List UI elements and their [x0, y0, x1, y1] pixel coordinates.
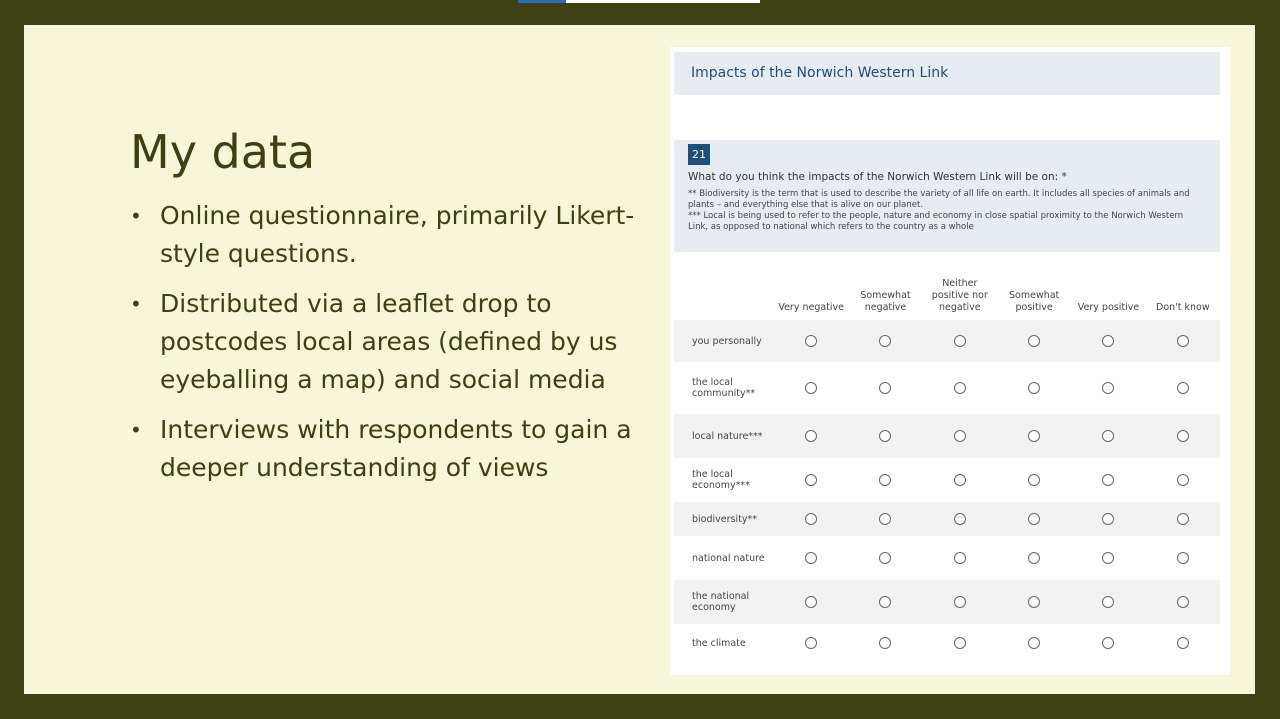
question-text: What do you think the impacts of the Norwich Western Link will be on: * [688, 171, 1067, 183]
bullet-dot-icon: • [130, 204, 142, 228]
window-tab-indicator [518, 0, 760, 3]
radio-button[interactable] [1177, 382, 1189, 394]
radio-button[interactable] [1177, 335, 1189, 347]
radio-cell [1146, 414, 1220, 458]
survey-screenshot [670, 47, 1230, 675]
local-note: *** Local is being used to refer to the people, nature and economy in close spatial proximity to the Norwich Western Link, as opposed to national which refers to the country as a whole [688, 211, 1184, 232]
radio-button[interactable] [1102, 335, 1114, 347]
radio-cell [923, 502, 997, 536]
radio-button[interactable] [1028, 382, 1040, 394]
radio-cell [1146, 580, 1220, 624]
radio-cell [923, 580, 997, 624]
radio-button[interactable] [1028, 474, 1040, 486]
radio-button[interactable] [805, 513, 817, 525]
radio-button[interactable] [1177, 596, 1189, 608]
column-header: Very negative [778, 302, 845, 313]
radio-button[interactable] [879, 430, 891, 442]
radio-button[interactable] [954, 474, 966, 486]
radio-button[interactable] [879, 552, 891, 564]
radio-cell [1071, 624, 1145, 662]
radio-button[interactable] [1028, 552, 1040, 564]
radio-cell [997, 320, 1071, 362]
radio-button[interactable] [954, 637, 966, 649]
column-header: Neither positive nor negative [931, 278, 988, 313]
radio-cell [1071, 458, 1145, 502]
bullet-dot-icon: • [130, 418, 142, 442]
radio-cell [774, 362, 848, 414]
radio-cell [1071, 502, 1145, 536]
radio-button[interactable] [954, 382, 966, 394]
row-label: biodiversity** [674, 502, 774, 536]
radio-cell [848, 580, 922, 624]
question-box [674, 140, 1220, 252]
radio-cell [923, 536, 997, 580]
radio-cell [997, 362, 1071, 414]
bullet-item [130, 411, 650, 487]
row-label: local nature*** [674, 414, 774, 458]
radio-button[interactable] [1102, 382, 1114, 394]
radio-cell [997, 414, 1071, 458]
radio-button[interactable] [1102, 430, 1114, 442]
radio-cell [1071, 362, 1145, 414]
radio-cell [1146, 458, 1220, 502]
radio-button[interactable] [1028, 596, 1040, 608]
slide [24, 25, 1255, 694]
radio-button[interactable] [1177, 474, 1189, 486]
radio-cell [1146, 320, 1220, 362]
radio-button[interactable] [805, 596, 817, 608]
table-row [674, 414, 1220, 458]
radio-cell [1071, 414, 1145, 458]
biodiversity-note: ** Biodiversity is the term that is used to describe the variety of all life on earth. It includes all species of animals and plants – and everything else that is alive on our planet. [688, 189, 1190, 210]
row-label: the local community** [692, 377, 756, 399]
radio-button[interactable] [954, 552, 966, 564]
radio-cell [997, 458, 1071, 502]
grid-header-row [674, 275, 1220, 320]
radio-button[interactable] [879, 335, 891, 347]
radio-cell [1146, 624, 1220, 662]
radio-cell [774, 414, 848, 458]
row-label: you personally [674, 320, 774, 362]
bullet-dot-icon: • [130, 292, 142, 316]
radio-button[interactable] [954, 335, 966, 347]
radio-cell [848, 362, 922, 414]
radio-cell [997, 580, 1071, 624]
radio-cell [1071, 536, 1145, 580]
radio-button[interactable] [879, 637, 891, 649]
radio-cell [997, 536, 1071, 580]
table-row [674, 536, 1220, 580]
radio-button[interactable] [1102, 637, 1114, 649]
radio-cell [1071, 320, 1145, 362]
radio-button[interactable] [954, 596, 966, 608]
radio-cell [1146, 502, 1220, 536]
grid-corner [674, 275, 774, 320]
radio-button[interactable] [954, 430, 966, 442]
radio-cell [923, 362, 997, 414]
radio-button[interactable] [1028, 513, 1040, 525]
row-label: the climate [692, 637, 746, 649]
radio-cell [774, 580, 848, 624]
question-number-badge: 21 [688, 144, 710, 165]
bullet-text: Distributed via a leaflet drop to postcodes local areas (defined by us eyeballing a map) and social media [160, 289, 618, 394]
radio-button[interactable] [805, 430, 817, 442]
radio-cell [997, 502, 1071, 536]
radio-cell [923, 458, 997, 502]
radio-cell [1146, 362, 1220, 414]
radio-cell [774, 458, 848, 502]
radio-button[interactable] [1177, 430, 1189, 442]
tab-accent [518, 0, 566, 3]
row-label: national nature [692, 552, 765, 564]
bullet-item [130, 285, 650, 399]
column-header: Somewhat positive [1009, 290, 1060, 313]
column-header: Don't know [1156, 302, 1210, 313]
radio-button[interactable] [879, 596, 891, 608]
radio-cell [1146, 536, 1220, 580]
radio-cell [774, 502, 848, 536]
radio-cell [848, 320, 922, 362]
row-label: the local economy*** [692, 469, 750, 491]
radio-button[interactable] [954, 513, 966, 525]
radio-button[interactable] [1177, 513, 1189, 525]
radio-button[interactable] [1102, 552, 1114, 564]
bullet-text: Interviews with respondents to gain a deeper understanding of views [160, 415, 632, 482]
radio-button[interactable] [879, 474, 891, 486]
radio-cell [923, 414, 997, 458]
row-label: the national economy [674, 580, 774, 624]
radio-button[interactable] [1102, 474, 1114, 486]
question-note [688, 189, 1205, 233]
radio-cell [774, 320, 848, 362]
radio-button[interactable] [805, 637, 817, 649]
column-header: Somewhat negative [860, 290, 911, 313]
slide-title: My data [130, 125, 316, 179]
survey-section-header: Impacts of the Norwich Western Link [674, 52, 1220, 95]
radio-button[interactable] [1028, 637, 1040, 649]
radio-cell [923, 624, 997, 662]
radio-button[interactable] [879, 382, 891, 394]
radio-button[interactable] [1028, 335, 1040, 347]
radio-cell [848, 536, 922, 580]
radio-cell [848, 502, 922, 536]
radio-cell [923, 320, 997, 362]
radio-cell [774, 624, 848, 662]
table-row [674, 320, 1220, 362]
column-header: Very positive [1077, 302, 1140, 313]
table-row [674, 458, 1220, 502]
bullet-list [130, 197, 650, 499]
radio-button[interactable] [805, 474, 817, 486]
radio-button[interactable] [1102, 596, 1114, 608]
radio-cell [848, 414, 922, 458]
table-row [674, 580, 1220, 624]
radio-button[interactable] [805, 335, 817, 347]
radio-cell [1071, 580, 1145, 624]
radio-cell [848, 624, 922, 662]
radio-button[interactable] [879, 513, 891, 525]
radio-cell [848, 458, 922, 502]
bullet-item [130, 197, 650, 273]
radio-button[interactable] [1028, 430, 1040, 442]
table-row [674, 362, 1220, 414]
radio-button[interactable] [1102, 513, 1114, 525]
radio-cell [997, 624, 1071, 662]
bullet-text: Online questionnaire, primarily Likert-style questions. [160, 201, 635, 268]
table-row [674, 502, 1220, 536]
radio-button[interactable] [805, 382, 817, 394]
radio-button[interactable] [805, 552, 817, 564]
likert-grid [674, 275, 1220, 662]
radio-button[interactable] [1177, 552, 1189, 564]
radio-cell [774, 536, 848, 580]
table-row [674, 624, 1220, 662]
radio-button[interactable] [1177, 637, 1189, 649]
